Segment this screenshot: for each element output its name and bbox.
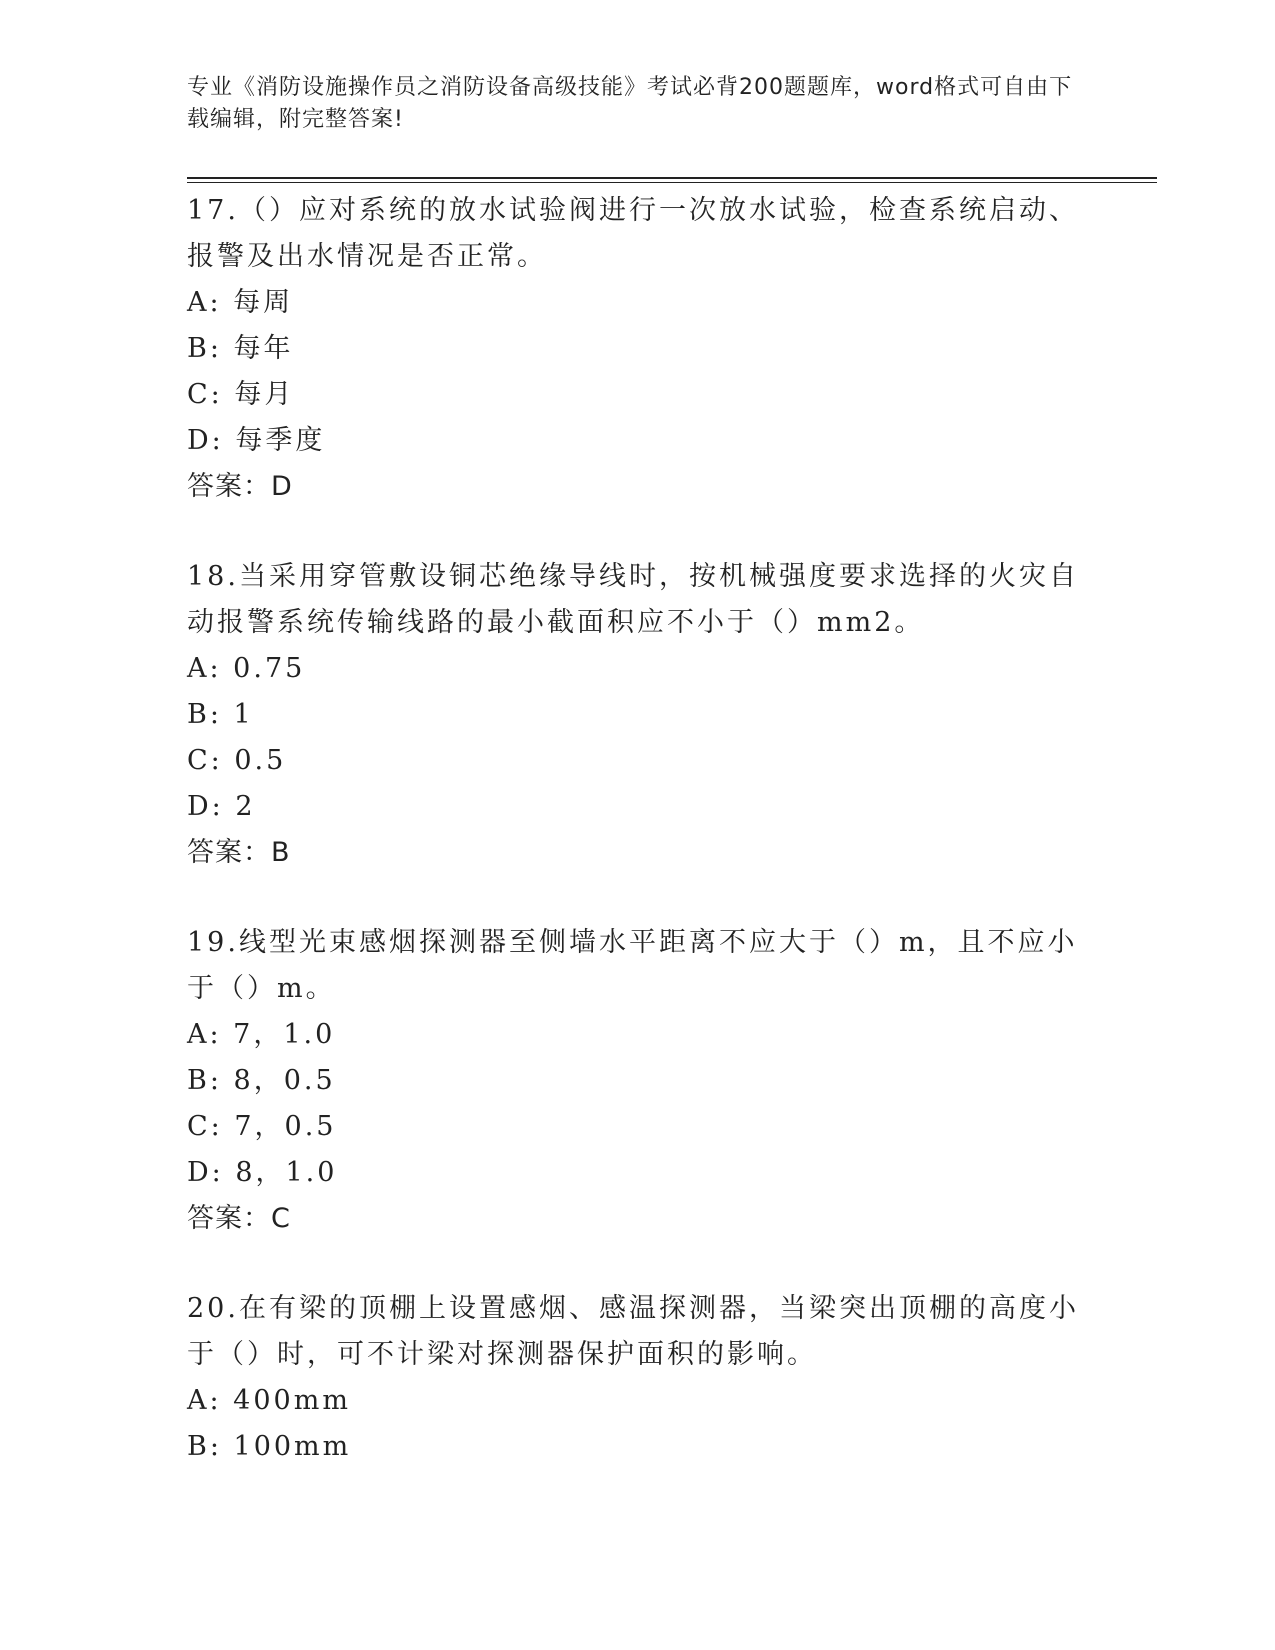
option-b: B: 100mm <box>187 1431 352 1462</box>
option-c: C: 每月 <box>187 379 295 410</box>
option-b: B: 8，0.5 <box>187 1065 336 1096</box>
option-d: D: 8，1.0 <box>187 1157 338 1188</box>
question-17 <box>187 188 1087 510</box>
option-b: B: 每年 <box>187 333 294 364</box>
answer: 答案：C <box>187 1203 291 1234</box>
question-19 <box>187 920 1087 1242</box>
option-b: B: 1 <box>187 699 254 730</box>
option-c: C: 0.5 <box>187 745 287 776</box>
question-text: 19.线型光束感烟探测器至侧墙水平距离不应大于（）m，且不应小于（）m。 <box>187 927 1078 1004</box>
option-d: D: 2 <box>187 791 256 822</box>
header-rule-thin <box>187 182 1157 183</box>
question-18 <box>187 554 1087 876</box>
answer: 答案：D <box>187 471 293 502</box>
option-c: C: 7，0.5 <box>187 1111 337 1142</box>
option-a: A: 每周 <box>187 287 294 318</box>
option-d: D: 每季度 <box>187 425 326 456</box>
option-list <box>187 1012 1087 1196</box>
option-list <box>187 646 1087 830</box>
document-header: 专业《消防设施操作员之消防设备高级技能》考试必背200题题库，word格式可自由下载编辑，附完整答案! <box>187 75 1073 132</box>
header-rule-thick <box>187 177 1157 179</box>
option-a: A: 400mm <box>187 1385 351 1416</box>
question-20 <box>187 1286 1087 1470</box>
question-list <box>187 188 1087 1514</box>
question-text: 20.在有梁的顶棚上设置感烟、感温探测器，当梁突出顶棚的高度小于（）时，可不计梁对探测器保护面积的影响。 <box>187 1293 1079 1370</box>
option-a: A: 7，1.0 <box>187 1019 336 1050</box>
option-list <box>187 1378 1087 1470</box>
question-text: 17.（）应对系统的放水试验阀进行一次放水试验，检查系统启动、报警及出水情况是否正常。 <box>187 195 1079 272</box>
option-list <box>187 280 1087 464</box>
answer: 答案：B <box>187 837 291 868</box>
option-a: A: 0.75 <box>187 653 306 684</box>
question-text: 18.当采用穿管敷设铜芯绝缘导线时，按机械强度要求选择的火灾自动报警系统传输线路的最小截面积应不小于（）mm2。 <box>187 561 1079 638</box>
